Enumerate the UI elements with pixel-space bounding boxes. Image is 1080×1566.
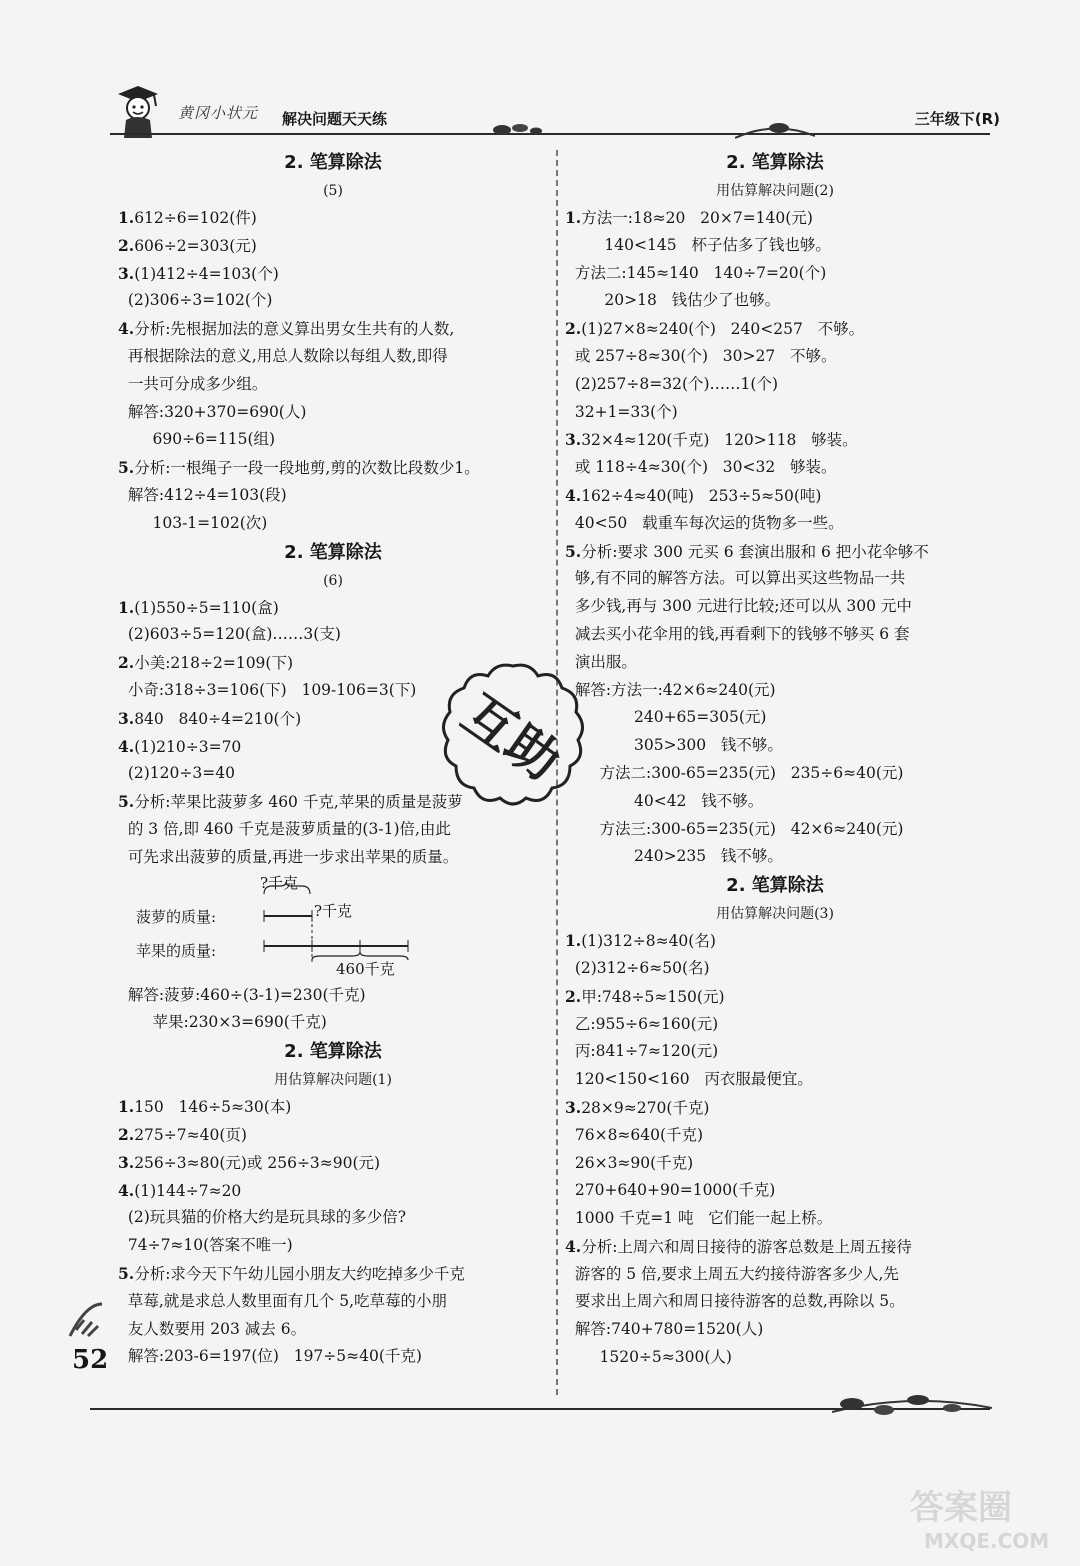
answer-line: 76×8≈640(千克) xyxy=(565,1125,704,1144)
answer-item xyxy=(565,482,985,510)
leaf-decoration-icon xyxy=(66,1300,106,1340)
item-number: 1. xyxy=(565,208,582,227)
item-text: 分析:苹果比菠萝多 460 千克,苹果的质量是菠萝 xyxy=(134,793,463,812)
answer-line: 240+65=305(元) xyxy=(565,708,767,727)
section-subtitle: 用估算解决问题(2) xyxy=(716,183,834,199)
section-subtitle: (6) xyxy=(323,572,343,589)
answer-line: 方法二:300-65=235(元) 235÷6≈40(元) xyxy=(565,763,904,782)
item-number: 5. xyxy=(118,792,135,812)
answer-line: 乙:955÷6≈160(元) xyxy=(565,1014,719,1033)
diagram-total: 460千克 xyxy=(336,959,395,978)
answer-item xyxy=(565,927,985,955)
segment-bars xyxy=(258,882,488,962)
item-text: (1)27×8≈240(个) 240<257 不够。 xyxy=(581,320,865,339)
item-number: 2. xyxy=(118,653,135,673)
item-text: 小美:218÷2=109(下) xyxy=(134,654,294,673)
item-number: 4. xyxy=(565,1236,582,1256)
answer-line: 方法三:300-65=235(元) 42×6≈240(元) xyxy=(565,819,904,838)
section-heading: 2. 笔算除法 xyxy=(284,1041,382,1063)
item-number: 2. xyxy=(565,319,582,339)
item-number: 3. xyxy=(118,263,135,283)
answer-line: 1520÷5≈300(人) xyxy=(565,1348,732,1367)
item-text: (1)144÷7≈20 xyxy=(134,1181,242,1200)
item-number: 3. xyxy=(565,430,582,450)
answer-item xyxy=(118,1093,548,1121)
item-number: 2. xyxy=(118,1124,135,1144)
vine-decoration-icon xyxy=(735,118,815,142)
answer-item xyxy=(118,232,548,260)
item-text: (1)312÷8≈40(名) xyxy=(581,932,716,951)
item-text: 28×9≈270(千克) xyxy=(581,1098,710,1117)
section-subtitle: 用估算解决问题(1) xyxy=(274,1072,392,1089)
item-text: 162÷4≈40(吨) 253÷5≈50(吨) xyxy=(581,486,822,505)
answer-line: 270+640+90=1000(千克) xyxy=(565,1181,776,1200)
answer-line: 丙:841÷7≈120(元) xyxy=(565,1042,719,1061)
item-number: 1. xyxy=(118,597,135,617)
answer-item xyxy=(118,1177,548,1205)
answer-line: 苹果:230×3=690(千克) xyxy=(118,1013,327,1032)
item-text: (1)412÷4=103(个) xyxy=(134,264,279,283)
answer-line: 1000 千克=1 吨 它们能一起上桥。 xyxy=(565,1209,833,1228)
answer-line: 减去买小花伞用的钱,再看剩下的钱够不够买 6 套 xyxy=(565,624,910,643)
answer-item xyxy=(565,983,985,1011)
item-number: 1. xyxy=(565,931,582,951)
answer-line: (2)玩具猫的价格大约是玩具球的多少倍? xyxy=(118,1208,407,1227)
answer-line: 一共可分成多少组。 xyxy=(118,374,268,393)
answer-line: 解答:320+370=690(人) xyxy=(118,402,307,421)
item-number: 5. xyxy=(118,458,135,478)
answer-line: 可先求出菠萝的质量,再进一步求出苹果的质量。 xyxy=(118,847,459,866)
answer-line: 120<150<160 丙衣服最便宜。 xyxy=(565,1070,813,1089)
answer-item xyxy=(118,1149,548,1177)
section-heading: 2. 笔算除法 xyxy=(726,875,824,897)
answer-line: 解答:菠萝:460÷(3-1)=230(千克) xyxy=(118,985,366,1004)
vine-decoration-icon xyxy=(832,1388,992,1424)
answer-line: 103-1=102(次) xyxy=(118,513,268,532)
item-text: 840 840÷4=210(个) xyxy=(134,709,302,728)
answer-line: 26×3≈90(千克) xyxy=(565,1153,694,1172)
answer-line: 20>18 钱估少了也够。 xyxy=(565,291,781,310)
item-text: 分析:上周六和周日接待的游客总数是上周五接待 xyxy=(581,1237,912,1256)
watermark-text: 答案圈 xyxy=(910,1488,1012,1528)
item-number: 2. xyxy=(565,986,582,1006)
answer-item xyxy=(565,1094,985,1122)
answer-line: 32+1=33(个) xyxy=(565,402,678,421)
item-text: 甲:748÷5≈150(元) xyxy=(581,987,725,1006)
item-number: 4. xyxy=(118,736,135,756)
answer-line: 解答:方法一:42×6≈240(元) xyxy=(565,680,776,699)
diagram-row-label: 苹果的质量: xyxy=(136,941,217,960)
section-heading: 2. 笔算除法 xyxy=(726,152,824,173)
answer-line: (2)603÷5=120(盒)……3(支) xyxy=(118,625,341,644)
answer-line: 或 118÷4≈30(个) 30<32 够装。 xyxy=(565,458,837,477)
answer-item xyxy=(118,260,548,288)
leaf-decoration-icon xyxy=(490,118,550,142)
item-number: 5. xyxy=(565,541,582,561)
item-number: 3. xyxy=(118,1152,135,1172)
header-rule xyxy=(110,133,990,135)
answer-line: 小奇:318÷3=106(下) 109-106=3(下) xyxy=(118,680,417,699)
answer-line: 40<42 钱不够。 xyxy=(565,791,764,810)
answer-line: (2)120÷3=40 xyxy=(118,764,235,783)
answer-item xyxy=(118,1260,548,1288)
item-text: 256÷3≈80(元)或 256÷3≈90(元) xyxy=(134,1153,381,1172)
diagram-question: ?千克 xyxy=(260,873,299,892)
answer-line: 再根据除法的意义,用总人数除以每组人数,即得 xyxy=(118,346,448,365)
section-subtitle: 用估算解决问题(3) xyxy=(716,906,834,923)
answer-item xyxy=(118,454,548,482)
item-text: 275÷7≈40(页) xyxy=(134,1125,247,1144)
item-number: 2. xyxy=(118,235,135,255)
section-heading: 2. 笔算除法 xyxy=(284,152,382,173)
item-number: 1. xyxy=(118,1097,135,1117)
answer-line: 解答:203-6=197(位) 197÷5≈40(千克) xyxy=(118,1347,422,1366)
item-number: 3. xyxy=(565,1097,582,1117)
answer-item xyxy=(565,315,985,343)
watermark-url: MXQE.COM xyxy=(924,1529,1050,1553)
item-text: (1)210÷3=70 xyxy=(134,737,242,756)
answer-line: 够,有不同的解答方法。可以算出买这些物品一共 xyxy=(565,569,906,588)
answer-item xyxy=(565,204,985,232)
item-text: 方法一:18≈20 20×7=140(元) xyxy=(581,209,813,227)
answer-line: 游客的 5 倍,要求上周五大约接待游客多少人,先 xyxy=(565,1264,899,1283)
item-text: 分析:先根据加法的意义算出男女生共有的人数, xyxy=(134,320,455,339)
answer-line: (2)312÷6≈50(名) xyxy=(565,958,710,977)
answer-line: 240>235 钱不够。 xyxy=(565,847,783,866)
item-number: 1. xyxy=(118,208,135,227)
item-number: 3. xyxy=(118,708,135,728)
item-text: (1)550÷5=110(盒) xyxy=(134,598,279,617)
item-text: 分析:一根绳子一段一段地剪,剪的次数比段数少1。 xyxy=(134,459,480,478)
item-number: 4. xyxy=(118,1180,135,1200)
answer-item xyxy=(118,594,548,622)
right-column xyxy=(565,148,985,1372)
answer-line: 多少钱,再与 300 元进行比较;还可以从 300 元中 xyxy=(565,597,912,616)
answer-line: 草莓,就是求总人数里面有几个 5,吃草莓的小朋 xyxy=(118,1291,447,1310)
svg-text:互助: 互助 xyxy=(450,683,571,793)
item-text: 150 146÷5≈30(本) xyxy=(134,1098,292,1117)
answer-item xyxy=(118,204,548,232)
answer-line: (2)257÷8=32(个)……1(个) xyxy=(565,374,779,393)
answer-line: 要求出上周六和周日接待游客的总数,再除以 5。 xyxy=(565,1292,905,1311)
answer-line: 305>300 钱不够。 xyxy=(565,736,783,755)
item-number: 4. xyxy=(565,485,582,505)
item-text: 32×4≈120(千克) 120>118 够装。 xyxy=(581,431,858,450)
answer-item xyxy=(565,426,985,454)
answer-line: 解答:740+780=1520(人) xyxy=(565,1320,764,1339)
watermark-logo xyxy=(880,1480,1080,1566)
answer-item xyxy=(118,1121,548,1149)
answer-line: 方法二:145≈140 140÷7=20(个) xyxy=(565,263,827,282)
item-text: 612÷6=102(件) xyxy=(134,209,257,227)
answer-line: 友人数要用 203 减去 6。 xyxy=(118,1319,307,1338)
answer-line: 690÷6=115(组) xyxy=(118,430,276,449)
section-heading: 2. 笔算除法 xyxy=(284,541,382,563)
answer-line: 演出服。 xyxy=(565,652,637,671)
answer-line: 40<50 载重车每次运的货物多一些。 xyxy=(565,513,844,532)
line-segment-diagram xyxy=(118,872,548,982)
answer-line: (2)306÷3=102(个) xyxy=(118,291,273,310)
item-text: 分析:求今天下午幼儿园小朋友大约吃掉多少千克 xyxy=(134,1264,465,1283)
answer-line: 74÷7≈10(答案不唯一) xyxy=(118,1236,293,1255)
grade-label: 三年级下(R) xyxy=(914,110,1000,128)
answer-item xyxy=(565,1233,985,1261)
section-subtitle: (5) xyxy=(323,183,343,199)
answer-line: 或 257÷8≈30(个) 30>27 不够。 xyxy=(565,346,837,365)
page-number: 52 xyxy=(72,1345,109,1375)
answer-item xyxy=(565,538,985,566)
item-number: 5. xyxy=(118,1263,135,1283)
answer-line: 的 3 倍,即 460 千克是菠萝质量的(3-1)倍,由此 xyxy=(118,819,451,838)
diagram-row-label: 菠萝的质量: xyxy=(136,907,217,926)
answer-line: 解答:412÷4=103(段) xyxy=(118,485,287,504)
series-title: 解决问题天天练 xyxy=(282,110,388,128)
brand-logo: 黄冈小状元 xyxy=(178,104,259,122)
item-number: 4. xyxy=(118,319,135,339)
answer-item xyxy=(118,315,548,343)
stamp-seal xyxy=(438,660,588,810)
answer-line: 140<145 杯子估多了钱也够。 xyxy=(565,235,831,254)
page-header xyxy=(110,80,1000,140)
item-text: 分析:要求 300 元买 6 套演出服和 6 把小花伞够不 xyxy=(581,542,929,561)
item-text: 606÷2=303(元) xyxy=(134,236,257,255)
diagram-question: ?千克 xyxy=(314,901,353,920)
